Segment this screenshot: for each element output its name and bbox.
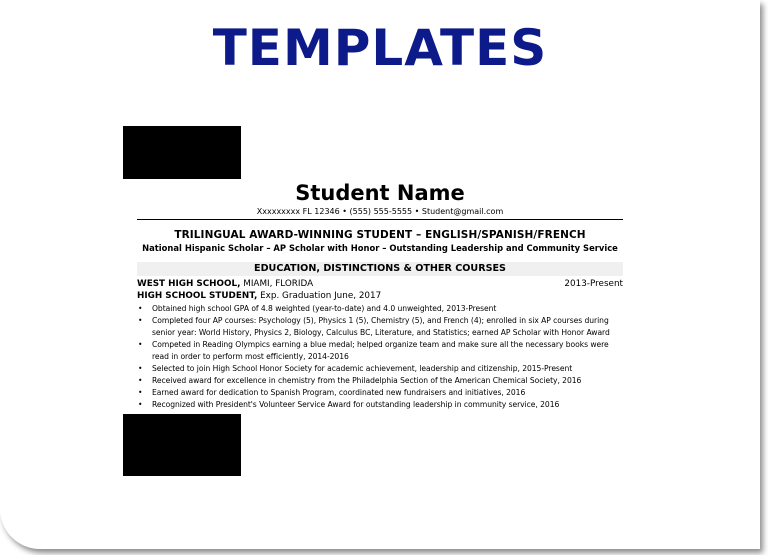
- school-entry: [137, 278, 313, 290]
- resume-headline: TRILINGUAL AWARD-WINNING STUDENT – ENGLISH/SPANISH/FRENCH: [174, 229, 586, 241]
- list-item: • Obtained high school GPA of 4.8 weighted (year-to-date) and 4.0 unweighted, 2013-Present: [137, 303, 623, 315]
- list-item: • Completed four AP courses: Psychology (5), Physics 1 (5), Chemistry (5), and French (4); enrolled in six AP courses during senior year: World History, Physics 2, Biology, Calculus BC, Literature, and Statistics; earned AP Scholar with Honor Award: [137, 315, 623, 339]
- role-entry: [137, 290, 381, 302]
- list-item: • Recognized with President's Volunteer Service Award for outstanding leadership in community service, 2016: [137, 399, 623, 411]
- list-item: • Earned award for dedication to Spanish Program, coordinated new fundraisers and initiatives, 2016: [137, 387, 623, 399]
- achievement-list: [137, 303, 623, 411]
- redacted-block-bottom: [123, 414, 241, 476]
- role-title: HIGH SCHOOL STUDENT,: [137, 291, 258, 301]
- resume-name: Student Name: [295, 181, 465, 205]
- list-item: • Received award for excellence in chemistry from the Philadelphia Section of the American Chemical Society, 2016: [137, 375, 623, 387]
- role-row: [137, 290, 623, 302]
- section-title-education: EDUCATION, DISTINCTIONS & OTHER COURSES: [137, 262, 623, 276]
- resume-contact: Xxxxxxxxx FL 12346 • (555) 555-5555 • Student@gmail.com: [137, 206, 623, 220]
- slide-title: TEMPLATES: [212, 19, 548, 77]
- redacted-block-top: [123, 126, 241, 179]
- school-location: MIAMI, FLORIDA: [240, 279, 314, 289]
- list-item: • Competed in Reading Olympics earning a blue medal; helped organize team and make sure all the necessary books were read in order to perform most efficiently, 2014-2016: [137, 339, 623, 363]
- resume-subheadline: National Hispanic Scholar – AP Scholar with Honor – Outstanding Leadership and Community Service: [142, 243, 618, 253]
- resume-document: [137, 180, 623, 411]
- school-dates: 2013-Present: [564, 279, 623, 289]
- school-name: WEST HIGH SCHOOL,: [137, 279, 241, 289]
- school-row: [137, 278, 623, 290]
- role-detail: Exp. Graduation June, 2017: [257, 291, 382, 301]
- list-item: • Selected to join High School Honor Society for academic achievement, leadership and citizenship, 2015-Present: [137, 363, 623, 375]
